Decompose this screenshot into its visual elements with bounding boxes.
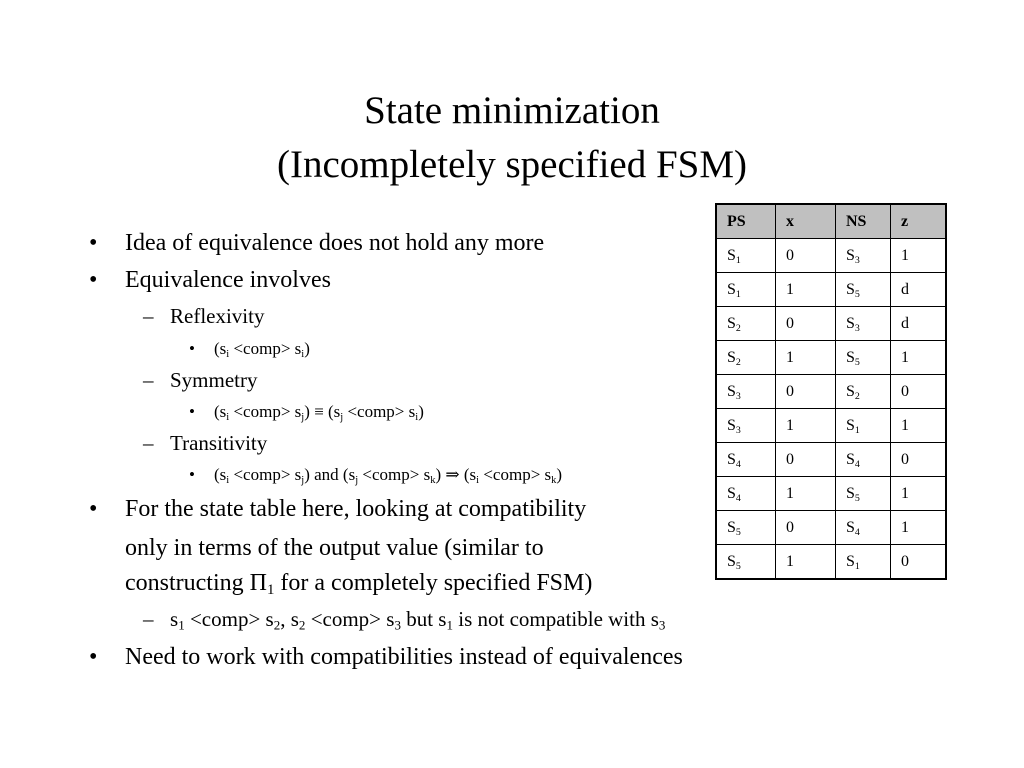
state-name: S bbox=[727, 348, 736, 366]
cell-ns bbox=[836, 545, 891, 580]
subbullet-symmetry: Symmetry bbox=[170, 368, 258, 392]
state-name: S bbox=[846, 382, 855, 400]
state-name: S bbox=[727, 280, 736, 298]
state-name: S bbox=[727, 314, 736, 332]
state-name: S bbox=[846, 552, 855, 570]
state-subscript: 2 bbox=[854, 390, 860, 402]
formula-transitivity: ($s_i$ <comp> $s_j$) and ($s_j$ <comp> $s_k$) ⇒ ($s_i$ <comp> $s_k$) bbox=[214, 465, 563, 486]
state-subscript: 1 bbox=[854, 560, 860, 572]
dash-marker: – bbox=[143, 431, 154, 455]
bullet-state-table-line-2: only in terms of the output value (similar to bbox=[125, 535, 544, 561]
header-ns: NS bbox=[836, 204, 891, 239]
cell-ps bbox=[716, 511, 776, 545]
state-name: S bbox=[846, 518, 855, 536]
cell-z: 0 bbox=[891, 375, 947, 409]
bullet-idea-of-equivalence: Idea of equivalence does not hold any more bbox=[125, 230, 545, 256]
bullet-marker: • bbox=[89, 267, 98, 293]
cell-ps bbox=[716, 409, 776, 443]
state-subscript: 3 bbox=[854, 254, 860, 266]
cell-z: d bbox=[891, 307, 947, 341]
cell-ps bbox=[716, 341, 776, 375]
title-line-1: State minimization bbox=[364, 89, 660, 132]
cell-x: 0 bbox=[776, 375, 836, 409]
cell-x: 0 bbox=[776, 307, 836, 341]
cell-z: 1 bbox=[891, 409, 947, 443]
cell-x: 0 bbox=[776, 511, 836, 545]
state-name: S bbox=[846, 280, 855, 298]
bullet-compatibilities: Need to work with compatibilities instead of equivalences bbox=[125, 644, 683, 670]
state-subscript: 2 bbox=[735, 356, 741, 368]
table-row bbox=[716, 341, 946, 375]
cell-z: d bbox=[891, 273, 947, 307]
state-name: S bbox=[727, 518, 736, 536]
pi-suffix: for a completely specified FSM) bbox=[274, 570, 593, 596]
cell-x: 1 bbox=[776, 273, 836, 307]
bullet-state-table-line-1: For the state table here, looking at compatibility bbox=[125, 496, 587, 522]
dash-marker: – bbox=[143, 607, 154, 631]
state-name: S bbox=[846, 314, 855, 332]
state-name: S bbox=[846, 246, 855, 264]
table-row bbox=[716, 307, 946, 341]
cell-ps bbox=[716, 307, 776, 341]
state-table-header-row bbox=[716, 204, 946, 239]
cell-x: 1 bbox=[776, 341, 836, 375]
state-name: S bbox=[846, 484, 855, 502]
state-name: S bbox=[727, 450, 736, 468]
bullet-marker: • bbox=[89, 496, 98, 522]
table-row bbox=[716, 273, 946, 307]
cell-ns bbox=[836, 341, 891, 375]
cell-z: 0 bbox=[891, 443, 947, 477]
bullet-marker: • bbox=[189, 339, 195, 358]
state-subscript: 3 bbox=[735, 390, 741, 402]
state-subscript: 3 bbox=[735, 424, 741, 436]
state-subscript: 2 bbox=[735, 322, 741, 334]
subbullet-transitivity: Transitivity bbox=[170, 431, 268, 455]
cell-ps bbox=[716, 477, 776, 511]
state-subscript: 5 bbox=[735, 526, 741, 538]
pi-subscript: 1 bbox=[266, 582, 275, 599]
subbullet-reflexivity: Reflexivity bbox=[170, 304, 265, 328]
state-subscript: 1 bbox=[735, 288, 741, 300]
state-table bbox=[715, 203, 947, 580]
state-name: S bbox=[727, 246, 736, 264]
state-table-body bbox=[716, 239, 946, 580]
cell-ps bbox=[716, 443, 776, 477]
cell-ns bbox=[836, 239, 891, 273]
bullet-marker: • bbox=[189, 465, 195, 484]
table-row bbox=[716, 375, 946, 409]
cell-ps bbox=[716, 239, 776, 273]
table-row bbox=[716, 477, 946, 511]
state-subscript: 1 bbox=[854, 424, 860, 436]
cell-z: 0 bbox=[891, 545, 947, 580]
state-name: S bbox=[727, 416, 736, 434]
state-name: S bbox=[727, 552, 736, 570]
table-row bbox=[716, 545, 946, 580]
cell-ns bbox=[836, 375, 891, 409]
cell-x: 1 bbox=[776, 477, 836, 511]
table-row bbox=[716, 239, 946, 273]
bullet-marker: • bbox=[89, 230, 98, 256]
cell-x: 0 bbox=[776, 443, 836, 477]
bullet-equivalence-involves: Equivalence involves bbox=[125, 267, 331, 293]
dash-marker: – bbox=[143, 368, 154, 392]
state-name: S bbox=[846, 416, 855, 434]
formula-symmetry: ($s_i$ <comp> $s_j) \equiv (s_j$ <comp> $s_i$) bbox=[214, 402, 424, 423]
bullet-state-table-line-3 bbox=[125, 570, 592, 597]
header-ps: PS bbox=[716, 204, 776, 239]
cell-ns bbox=[836, 477, 891, 511]
header-z: z bbox=[891, 204, 947, 239]
cell-ns bbox=[836, 307, 891, 341]
cell-z: 1 bbox=[891, 511, 947, 545]
table-row bbox=[716, 511, 946, 545]
cell-x: 1 bbox=[776, 409, 836, 443]
state-subscript: 5 bbox=[854, 356, 860, 368]
cell-x: 1 bbox=[776, 545, 836, 580]
cell-z: 1 bbox=[891, 239, 947, 273]
cell-ps bbox=[716, 273, 776, 307]
cell-ps bbox=[716, 545, 776, 580]
header-x: x bbox=[776, 204, 836, 239]
state-subscript: 4 bbox=[735, 492, 741, 504]
dash-marker: – bbox=[143, 304, 154, 328]
state-name: S bbox=[846, 450, 855, 468]
state-subscript: 3 bbox=[854, 322, 860, 334]
state-name: S bbox=[727, 484, 736, 502]
cell-x: 0 bbox=[776, 239, 836, 273]
bullet-marker: • bbox=[189, 402, 195, 421]
state-subscript: 4 bbox=[735, 458, 741, 470]
cell-z: 1 bbox=[891, 341, 947, 375]
pi-text: constructing Π bbox=[125, 570, 267, 596]
state-subscript: 4 bbox=[854, 526, 860, 538]
table-row bbox=[716, 443, 946, 477]
cell-ns bbox=[836, 511, 891, 545]
bullet-marker: • bbox=[89, 644, 98, 670]
table-row bbox=[716, 409, 946, 443]
state-subscript: 5 bbox=[854, 492, 860, 504]
formula-reflexivity: ($s_i$ <comp> $s_i$) bbox=[214, 339, 310, 360]
state-name: S bbox=[846, 348, 855, 366]
title-line-2: (Incompletely specified FSM) bbox=[276, 143, 748, 186]
state-subscript: 4 bbox=[854, 458, 860, 470]
cell-z: 1 bbox=[891, 477, 947, 511]
state-subscript: 5 bbox=[854, 288, 860, 300]
state-subscript: 1 bbox=[735, 254, 741, 266]
state-name: S bbox=[727, 382, 736, 400]
cell-ns bbox=[836, 409, 891, 443]
cell-ns bbox=[836, 443, 891, 477]
subbullet-compat-note: $s_1$ <comp> $s_2$, $s_2$ <comp> $s_3$ but $s_1$ is not compatible with $s_3$ bbox=[170, 607, 666, 633]
state-subscript: 5 bbox=[735, 560, 741, 572]
cell-ns bbox=[836, 273, 891, 307]
cell-ps bbox=[716, 375, 776, 409]
